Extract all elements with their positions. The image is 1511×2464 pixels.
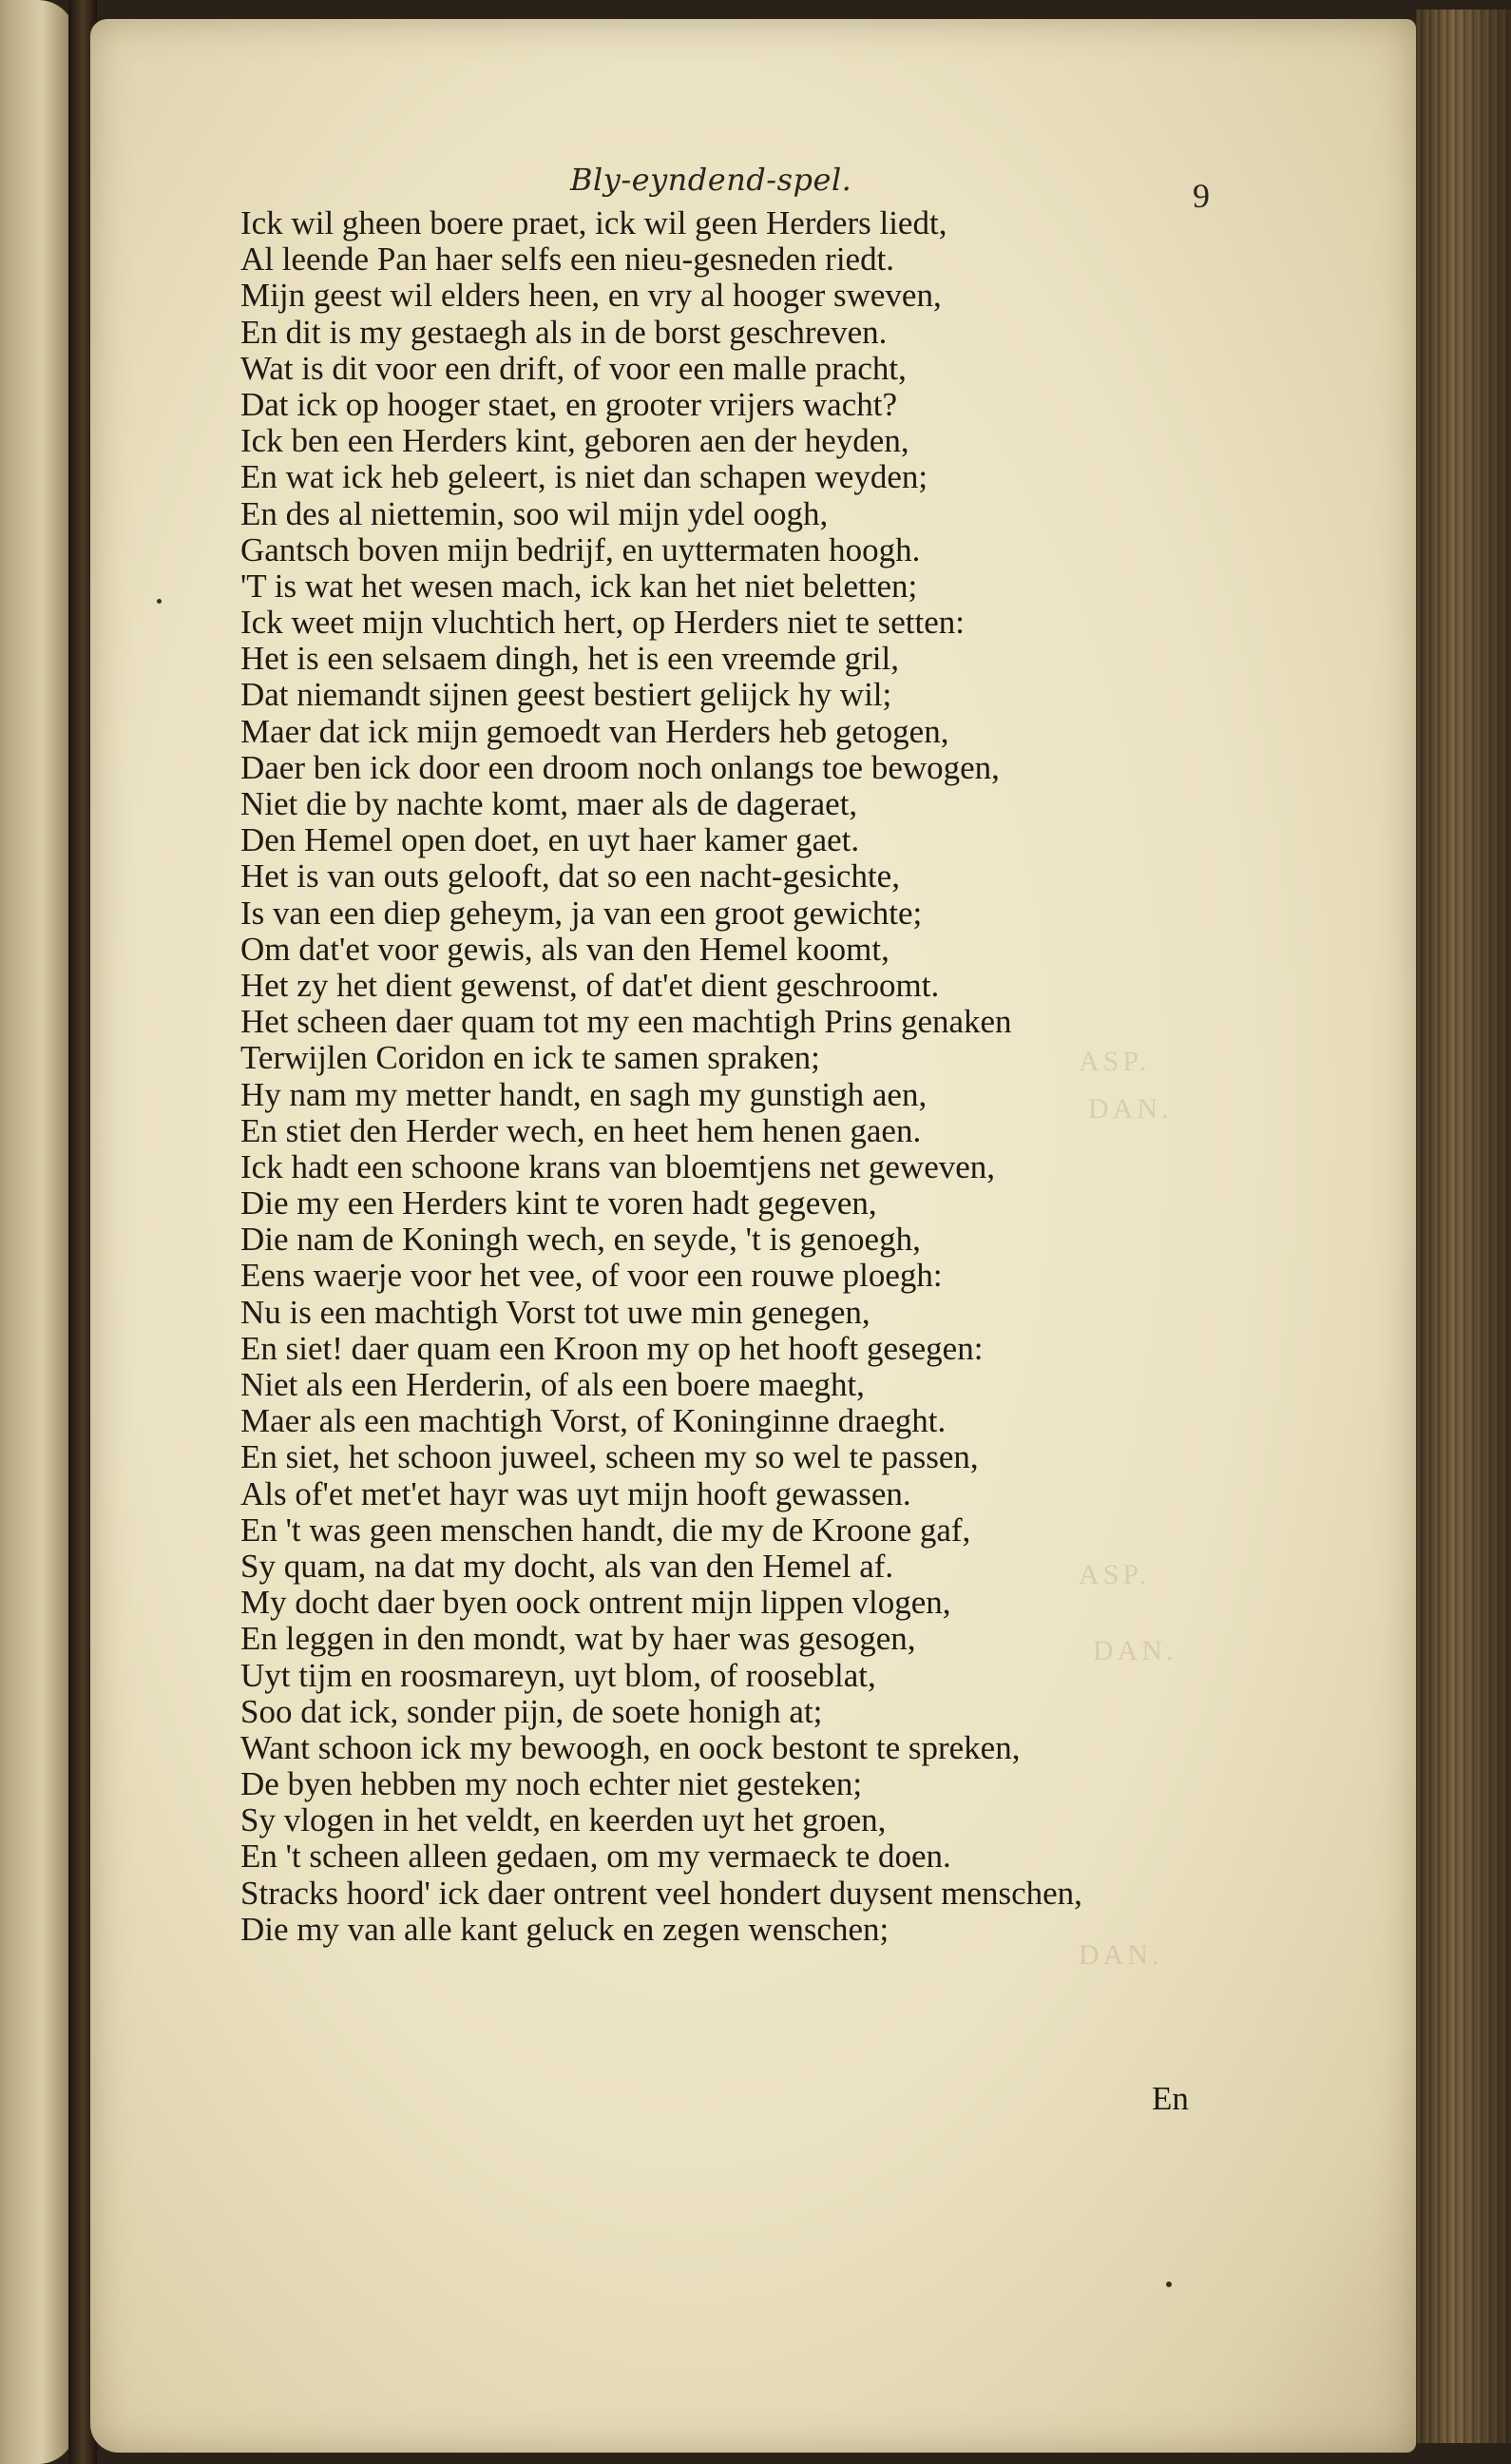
verse-line: Die my een Herders kint te voren hadt gegeven,	[240, 1184, 877, 1222]
verse-line: Is van een diep geheym, ja van een groot gewichte;	[240, 894, 923, 932]
verse-line: Die nam de Koningh wech, en seyde, 't is genoegh,	[240, 1221, 921, 1259]
catchword: En	[1152, 2080, 1189, 2117]
verse-block	[240, 205, 1381, 1948]
verse-line: Ick hadt een schoone krans van bloemtjens net geweven,	[240, 1147, 996, 1185]
verse-line: Want schoon ick my bewoogh, en oock bestont te spreken,	[240, 1728, 1021, 1766]
verse-line: En wat ick heb geleert, is niet dan schapen weyden;	[240, 458, 928, 496]
verse-line: En siet, het schoon juweel, scheen my so wel te passen,	[240, 1438, 979, 1476]
verse-line: En stiet den Herder wech, en heet hem henen gaen.	[240, 1111, 922, 1149]
show-through-mark: ASP.	[1079, 1559, 1151, 1590]
verse-line: Eens waerje voor het vee, of voor een rouwe ploegh:	[240, 1257, 943, 1295]
verse-line: Soo dat ick, sonder pijn, de soete honigh at;	[240, 1692, 823, 1730]
verse-line: Dat ick op hooger staet, en grooter vrijers wacht?	[240, 385, 897, 423]
running-head: Bly-eyndend-spel.	[570, 162, 852, 198]
verse-line: En dit is my gestaegh als in de borst geschreven.	[240, 313, 888, 351]
ink-spot	[157, 599, 162, 604]
verse-line: Het zy het dient gewenst, of dat'et dient geschroomt.	[240, 966, 940, 1004]
verse-line: Wat is dit voor een drift, of voor een malle pracht,	[240, 349, 907, 387]
verse-line: Terwijlen Coridon en ick te samen spraken;	[240, 1039, 820, 1077]
verse-line: Stracks hoord' ick daer ontrent veel hondert duysent menschen,	[240, 1874, 1082, 1912]
ink-spot	[1166, 2281, 1172, 2287]
verse-line: Uyt tijm en roosmareyn, uyt blom, of rooseblat,	[240, 1656, 876, 1694]
verse-line: Den Hemel open doet, en uyt haer kamer gaet.	[240, 821, 860, 859]
verse-line: En 't was geen menschen handt, die my de Kroone gaf,	[240, 1511, 971, 1549]
verse-line: En 't scheen alleen gedaen, om my vermaeck te doen.	[240, 1838, 951, 1876]
verse-line: Ick weet mijn vluchtich hert, op Herders niet te setten:	[240, 604, 965, 642]
verse-line: En leggen in den mondt, wat by haer was gesogen,	[240, 1620, 916, 1658]
verse-line: Het scheen daer quam tot my een machtigh Prins genaken	[240, 1003, 1012, 1041]
verse-line: Ick wil gheen boere praet, ick wil geen Herders liedt,	[240, 204, 947, 241]
verse-line: Maer dat ick mijn gemoedt van Herders heb getogen,	[240, 712, 949, 750]
verse-line: Als of'et met'et hayr was uyt mijn hooft gewassen.	[240, 1474, 911, 1512]
verse-line: Die my van alle kant geluck en zegen wenschen;	[240, 1910, 889, 1948]
verse-line: Al leende Pan haer selfs een nieu-gesneden riedt.	[240, 241, 895, 279]
verse-line: Maer als een machtigh Vorst, of Koninginne draeght.	[240, 1402, 947, 1440]
verse-line: 'T is wat het wesen mach, ick kan het niet beletten;	[240, 567, 918, 605]
show-through-mark: DAN.	[1093, 1635, 1177, 1666]
show-through-mark: DAN.	[1079, 1939, 1163, 1971]
verse-line: Daer ben ick door een droom noch onlangs toe bewogen,	[240, 748, 1000, 786]
verse-line: En siet! daer quam een Kroon my op het hooft gesegen:	[240, 1329, 984, 1367]
verse-line: My docht daer byen oock ontrent mijn lippen vlogen,	[240, 1584, 951, 1622]
verse-line: Dat niemandt sijnen geest bestiert gelijck hy wil;	[240, 676, 892, 714]
verse-line: En des al niettemin, soo wil mijn ydel oogh,	[240, 494, 829, 532]
verse-line: Het is van outs gelooft, dat so een nacht-gesichte,	[240, 857, 900, 895]
verse-line: Niet als een Herderin, of als een boere maeght,	[240, 1366, 865, 1403]
page-block-edge	[1416, 10, 1511, 2443]
show-through-mark: ASP.	[1079, 1046, 1151, 1077]
verse-line: Hy nam my metter handt, en sagh my gunstigh aen,	[240, 1075, 928, 1113]
page-number: 9	[1193, 177, 1210, 215]
verse-line: Niet die by nachte komt, maer als de dageraet,	[240, 785, 858, 822]
verse-line: Sy quam, na dat my docht, als van den Hemel af.	[240, 1547, 894, 1585]
verse-line: Nu is een machtigh Vorst tot uwe min genegen,	[240, 1293, 870, 1331]
verse-line: Gantsch boven mijn bedrijf, en uyttermaten hoogh.	[240, 530, 921, 568]
verse-line: De byen hebben my noch echter niet gesteken;	[240, 1765, 863, 1803]
left-page-edge	[0, 0, 76, 2464]
verse-line: Het is een selsaem dingh, het is een vreemde gril,	[240, 640, 899, 678]
verse-line: Sy vlogen in het veldt, en keerden uyt het groen,	[240, 1801, 887, 1839]
show-through-mark: DAN.	[1088, 1093, 1173, 1125]
verse-line: Ick ben een Herders kint, geboren aen der heyden,	[240, 422, 909, 460]
verse-line: Mijn geest wil elders heen, en vry al hooger sweven,	[240, 277, 942, 315]
verse-line: Om dat'et voor gewis, als van den Hemel koomt,	[240, 930, 889, 968]
